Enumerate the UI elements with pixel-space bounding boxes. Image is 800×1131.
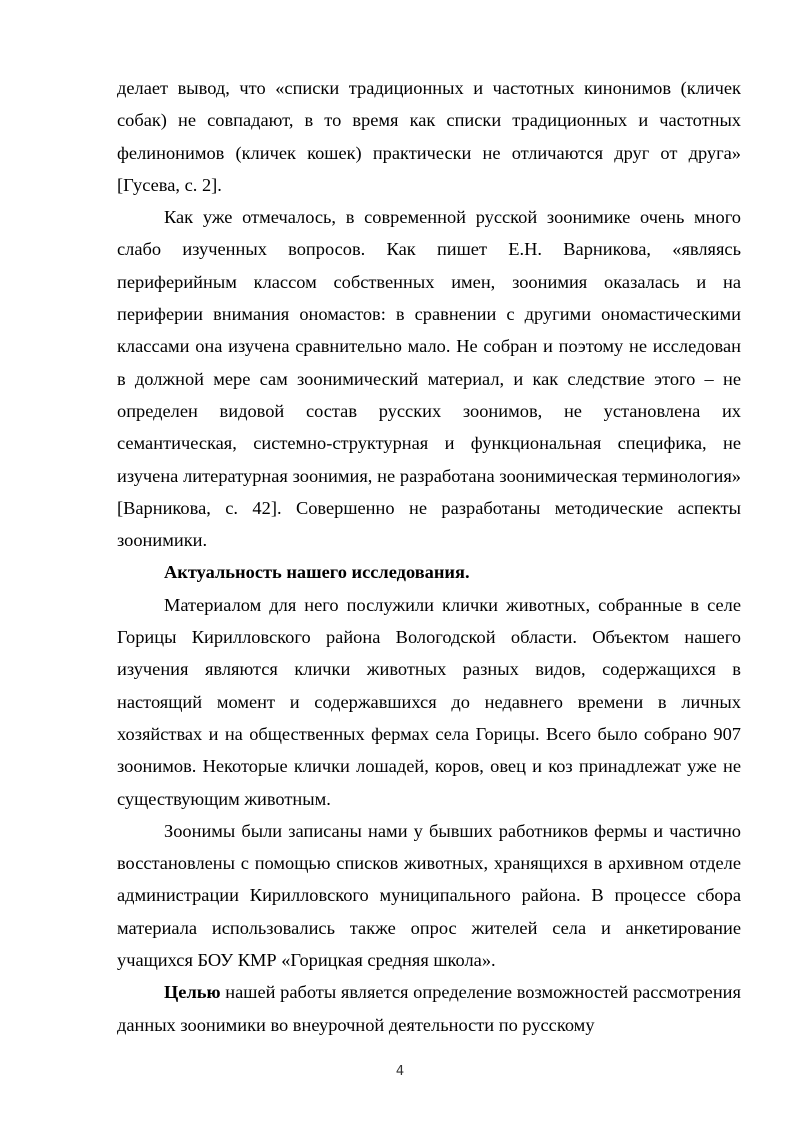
section-heading: Актуальность нашего исследования. — [164, 562, 470, 583]
goal-text: нашей работы является определение возможностей рассмотрения данных зоонимики во внеурочной деятельности по русскому — [117, 982, 741, 1035]
page-number: 4 — [395, 1064, 405, 1079]
paragraph-continuation: делает вывод, что «списки традиционных и частотных кинонимов (кличек собак) не совпадают, в то время как списки традиционных и частотных фелинонимов (кличек кошек) практически не отличаются друг от друга» [Гусева, с. 2]. — [117, 78, 741, 195]
paragraph-zoonimika-study: Как уже отмечалось, в современной русской зоонимике очень много слабо изученных вопросов. Как пишет Е.Н. Варникова, «являясь периферийным классом собственных имен, зоонимия оказалась и на периферии внимания ономастов: в сравнении с другими ономастическими классами она изучена сравнительно мало. Не собран и поэтому не исследован в должной мере сам зоонимический материал, и как следствие этого – не определен видовой состав русских зоонимов, не установлена их семантическая, системно-структурная и функциональная специфика, не изучена литературная зоонимия, не разработана зоонимическая терминология» [Варникова, с. 42]. Совершенно не разработаны методические аспекты зоонимики. — [117, 207, 741, 551]
paragraph-goal — [117, 976, 741, 1041]
paragraph-material: Материалом для него послужили клички животных, собранные в селе Горицы Кирилловского района Вологодской области. Объектом нашего изучения являются клички животных разных видов, содержащихся в настоящий момент и содержавшихся до недавнего времени в личных хозяйствах и на общественных фермах села Горицы. Всего было собрано 907 зоонимов. Некоторые клички лошадей, коров, овец и коз принадлежат уже не существующим животным. — [117, 594, 741, 809]
goal-lead: Целью — [164, 982, 221, 1003]
paragraph-collection: Зоонимы были записаны нами у бывших работников фермы и частично восстановлены с помощью списков животных, хранящихся в архивном отделе администрации Кирилловского муниципального района. В процессе сбора материала использовались также опрос жителей села и анкетирование учащихся БОУ КМР «Горицкая средняя школа». — [117, 820, 741, 971]
document-page — [117, 72, 741, 1041]
